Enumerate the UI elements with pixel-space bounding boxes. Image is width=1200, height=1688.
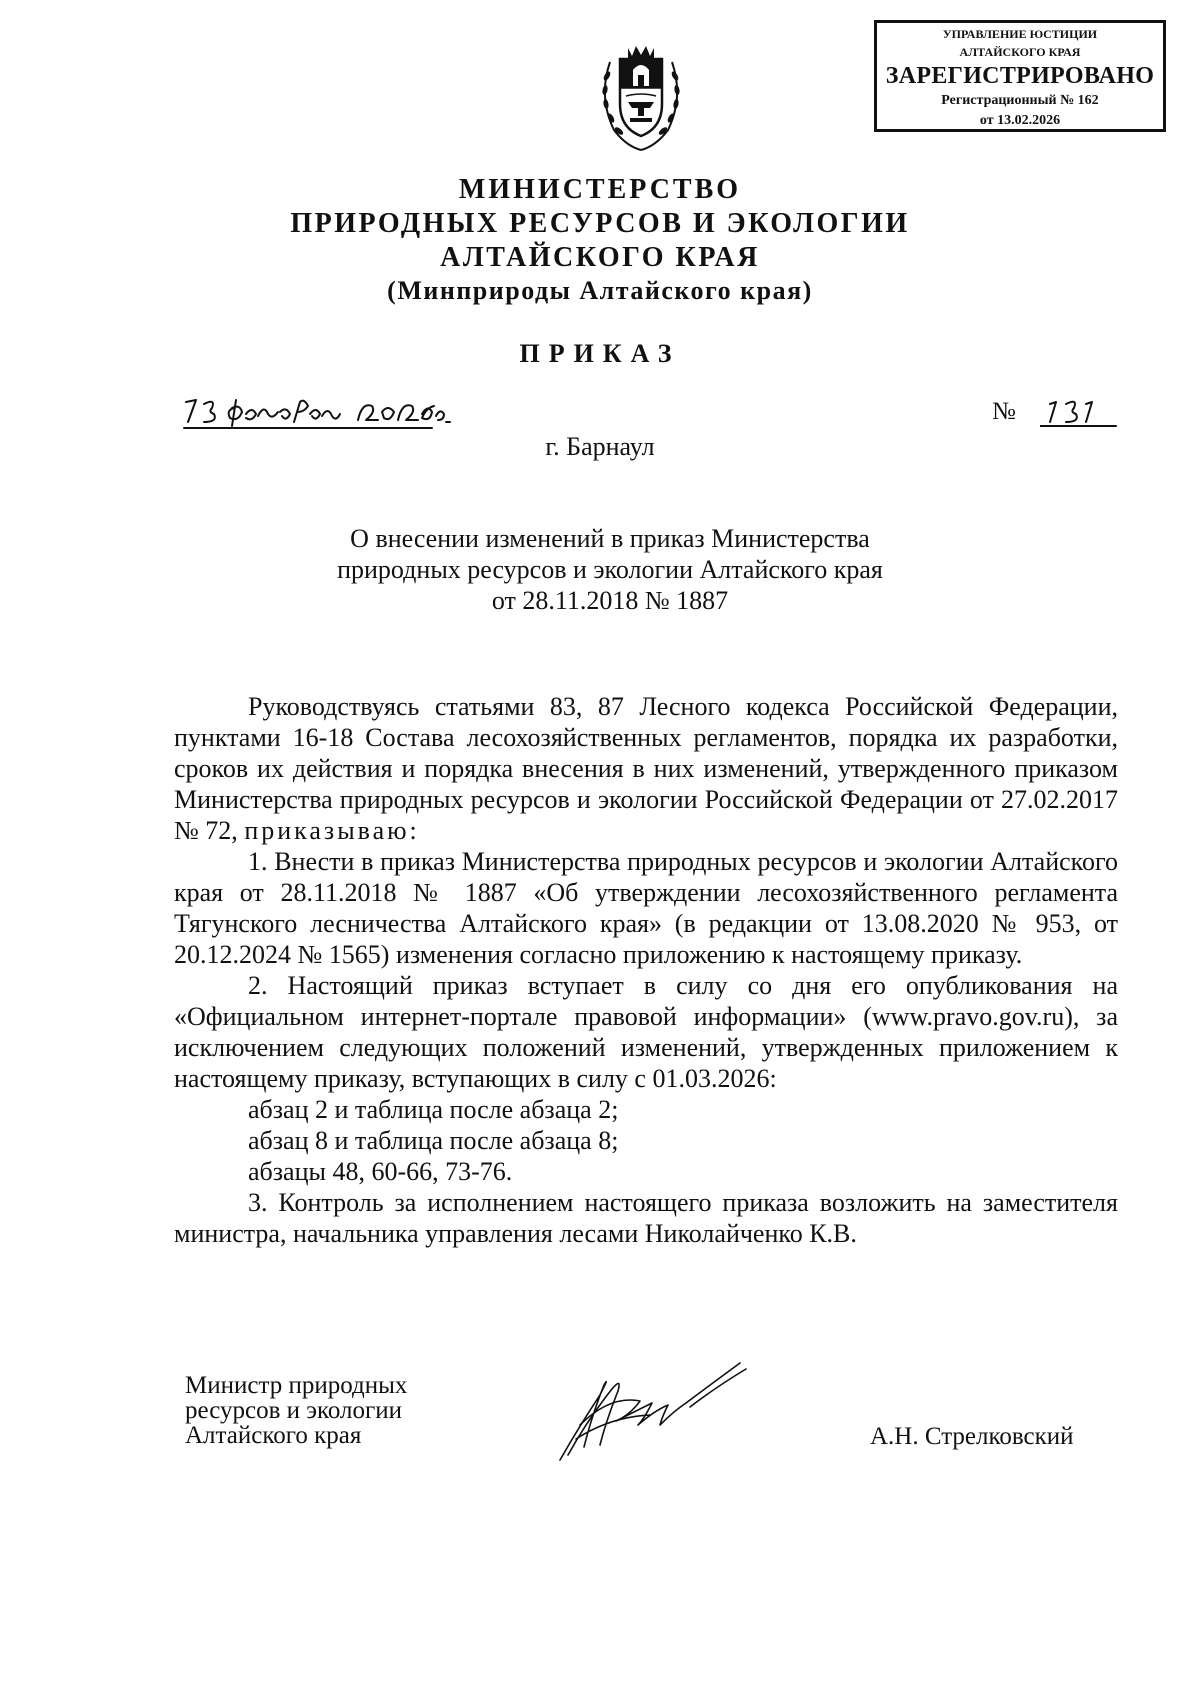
item-2-sub-c: абзацы 48, 60-66, 73-76. — [248, 1157, 513, 1186]
stamp-status: ЗАРЕГИСТРИРОВАНО — [885, 63, 1155, 89]
ministry-short-name: (Минприроды Алтайского края) — [387, 276, 813, 305]
stamp-org-line2: АЛТАЙСКОГО КРАЯ — [959, 45, 1081, 59]
order-subject — [300, 523, 920, 616]
preamble-text: Руководствуясь статьями 83, 87 Лесного кодекса Российской Федерации, пунктами 16-18 Состава лесохозяйственных регламентов, порядка их разработки, сроков их действия и порядка внесения в них изменений, утвержденного приказом Министерства природных ресурсов и экологии Российской Федерации от 27.02.2017 № 72, — [174, 692, 1118, 845]
position-line2: ресурсов и экологии — [185, 1397, 403, 1424]
handwritten-order-number — [1040, 392, 1118, 436]
subject-line2: природных ресурсов и экологии Алтайского края — [337, 555, 883, 584]
handwritten-signature — [540, 1355, 770, 1465]
order-number-label: № — [992, 398, 1016, 425]
subject-line1: О внесении изменений в приказ Министерства — [350, 524, 870, 553]
registration-stamp — [874, 20, 1166, 132]
item-2: 2. Настоящий приказ вступает в силу со дня его опубликования на «Официальном интернет-портале правовой информации» (www.pravo.gov.ru), за исключением следующих положений изменений, утвержденных приложением к настоящему приказу, вступающих в силу с 01.03.2026: — [174, 971, 1118, 1093]
handwritten-date — [182, 392, 462, 436]
position-line3: Алтайского края — [185, 1422, 362, 1449]
item-2-sub-b: абзац 8 и таблица после абзаца 8; — [248, 1126, 619, 1155]
order-body — [174, 691, 1118, 1249]
item-2-sub-a: абзац 2 и таблица после абзаца 2; — [248, 1095, 619, 1124]
ministry-title-line3: АЛТАЙСКОГО КРАЯ — [440, 242, 760, 273]
signatory-position — [185, 1373, 407, 1448]
position-line1: Министр природных — [185, 1372, 408, 1399]
ministry-title-line1: МИНИСТЕРСТВО — [458, 174, 742, 205]
preamble-paragraph — [174, 691, 1118, 846]
ministry-title-line2: ПРИРОДНЫХ РЕСУРСОВ И ЭКОЛОГИИ — [290, 208, 910, 239]
subject-line3: от 28.11.2018 № 1887 — [491, 586, 729, 615]
document-type: ПРИКАЗ — [519, 339, 681, 368]
city: г. Барнаул — [545, 432, 655, 461]
stamp-reg-date: от 13.02.2026 — [979, 113, 1061, 128]
item-3: 3. Контроль за исполнением настоящего приказа возложить на заместителя министра, начальника управления лесами Николайченко К.В. — [174, 1188, 1118, 1248]
coat-of-arms-icon — [596, 42, 686, 154]
signatory-name: А.Н. Стрелковский — [870, 1423, 1074, 1450]
stamp-reg-number: Регистрационный № 162 — [941, 93, 1099, 108]
order-word: приказываю: — [244, 816, 420, 845]
stamp-org-line1: УПРАВЛЕНИЕ ЮСТИЦИИ — [942, 27, 1098, 41]
item-1: 1. Внести в приказ Министерства природных ресурсов и экологии Алтайского края от 28.11.2018 № 1887 «Об утверждении лесохозяйственного регламента Тягунского лесничества Алтайского края» (в редакции от 13.08.2020 № 953, от 20.12.2024 № 1565) изменения согласно приложению к настоящему приказу. — [174, 847, 1118, 969]
